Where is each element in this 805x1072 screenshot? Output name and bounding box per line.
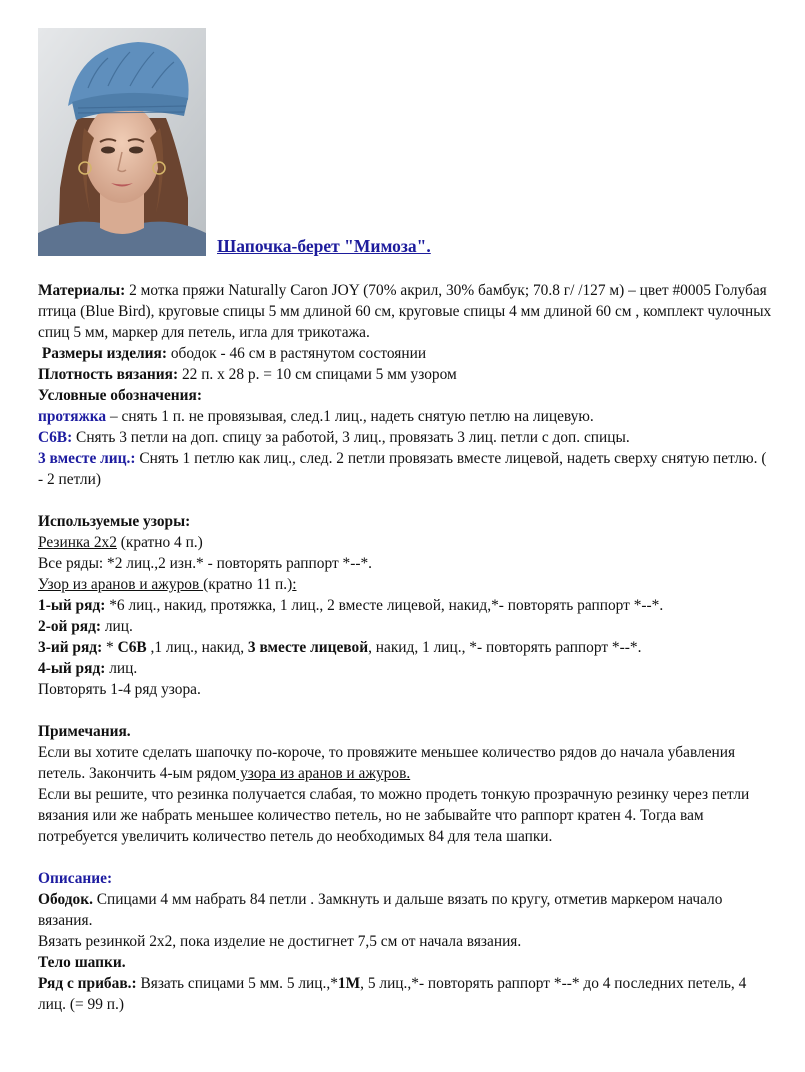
aran-pattern-line — [38, 574, 773, 595]
row-2 — [38, 616, 773, 637]
description-heading — [38, 868, 773, 889]
row-4-text: лиц. — [105, 660, 138, 677]
row-2-text: лиц. — [101, 618, 133, 635]
row-1 — [38, 595, 773, 616]
notes-paragraph-1 — [38, 742, 773, 784]
row-4 — [38, 658, 773, 679]
notes-heading — [38, 721, 773, 742]
row-3 — [38, 637, 773, 658]
row-3-cable: С6В — [117, 639, 147, 656]
patterns-heading — [38, 511, 773, 532]
sizes-label: Размеры изделия: — [41, 345, 168, 362]
legend-text: Снять 3 петли на доп. спицу за работой, 3 лиц., провязать 3 лиц. петли с доп. спицы. — [72, 429, 630, 446]
increase-row-m1: 1М — [337, 975, 361, 992]
row-1-label: 1-ый ряд: — [38, 597, 106, 614]
description-heading-text: Описание: — [38, 870, 113, 887]
band-text: Спицами 4 мм набрать 84 петли . Замкнуть и дальше вязать по кругу, отметив маркером начало вязания. — [38, 891, 723, 929]
legend-item — [38, 448, 773, 490]
aran-pattern-name: Узор из аранов и ажуров — [38, 576, 204, 593]
band-label: Ободок. — [38, 891, 93, 908]
gauge-label: Плотность вязания: — [38, 366, 179, 383]
legend-item — [38, 427, 773, 448]
rib-pattern-line — [38, 532, 773, 553]
row-3-text-a: * — [102, 639, 118, 656]
legend-heading — [38, 385, 773, 406]
gauge-paragraph — [38, 364, 773, 385]
materials-label: Материалы: — [38, 282, 126, 299]
body-heading-text: Тело шапки. — [38, 954, 126, 971]
sizes-paragraph — [38, 343, 773, 364]
model-photo — [38, 28, 206, 256]
row-3-k3tog: 3 вместе лицевой — [247, 639, 369, 656]
page-title: Шапочка-берет "Мимоза". — [217, 236, 431, 256]
rib-rows: Все ряды: *2 лиц.,2 изн.* - повторять раппорт *--*. — [38, 555, 373, 572]
materials-paragraph — [38, 280, 773, 343]
sizes-text: ободок - 46 см в растянутом состоянии — [167, 345, 427, 362]
row-3-text-c: ,1 лиц., накид, — [146, 639, 248, 656]
increase-row-label: Ряд с прибав.: — [38, 975, 137, 992]
patterns-heading-text: Используемые узоры: — [38, 513, 191, 530]
materials-text: 2 мотка пряжи Naturally Caron JOY (70% акрил, 30% бамбук; 70.8 г/ /127 м) – цвет #0005 Голубая птица (Blue Bird), круговые спицы 5 мм длиной 60 см, круговые спицы 4 мм длиной 60 см , комплект чулочных спиц 5 мм, маркер для петель, игла для трикотажа. — [38, 282, 772, 341]
rib-pattern-multiple: (кратно 4 п.) — [116, 534, 203, 551]
increase-row-text-a: Вязать спицами 5 мм. 5 лиц.,* — [136, 975, 338, 992]
aran-pattern-colon: : — [292, 576, 297, 593]
aran-pattern-multiple: (кратно 11 п.) — [203, 576, 293, 593]
notes-heading-text: Примечания. — [38, 723, 131, 740]
row-1-text: *6 лиц., накид, протяжка, 1 лиц., 2 вместе лицевой, накид,*- повторять раппорт *--*. — [105, 597, 664, 614]
legend-item — [38, 406, 773, 427]
row-2-label: 2-ой ряд: — [38, 618, 102, 635]
repeat-line: Повторять 1-4 ряд узора. — [38, 681, 201, 698]
band-paragraph — [38, 889, 773, 931]
body-heading — [38, 952, 773, 973]
increase-row-text-c: , 5 лиц.,*- повторять раппорт *--* до 4 последних петель, 4 лиц. (= 99 п.) — [38, 975, 747, 1013]
legend-term: 3 вместе лиц.: — [38, 450, 136, 467]
row-3-text-e: , накид, 1 лиц., *- повторять раппорт *--*. — [368, 639, 642, 656]
legend-term: С6В: — [38, 429, 73, 446]
document-body — [38, 280, 773, 1015]
gauge-text: 22 п. х 28 р. = 10 см спицами 5 мм узором — [178, 366, 457, 383]
rib-pattern-name: Резинка 2х2 — [38, 534, 117, 551]
row-3-label: 3-ий ряд: — [38, 639, 103, 656]
legend-heading-text: Условные обозначения: — [38, 387, 202, 404]
legend-term: протяжка — [38, 408, 107, 425]
increase-row — [38, 973, 773, 1015]
legend-text: – снять 1 п. не провязывая, след.1 лиц., надеть снятую петлю на лицевую. — [106, 408, 594, 425]
notes-p1-text: Если вы хотите сделать шапочку по-короче, то провяжите меньшее количество рядов до начала убавления петель. Закончить 4-ым рядом — [38, 744, 736, 782]
legend-text: Снять 1 петлю как лиц., след. 2 петли провязать вместе лицевой, надеть сверху снятую петлю. ( - 2 петли) — [38, 450, 767, 488]
hat-model-image — [38, 28, 206, 256]
band-paragraph-2: Вязать резинкой 2х2, пока изделие не достигнет 7,5 см от начала вязания. — [38, 933, 522, 950]
notes-p1-underlined: узора из аранов и ажуров. — [236, 765, 411, 782]
notes-paragraph-2: Если вы решите, что резинка получается слабая, то можно продеть тонкую прозрачную резинку через петли вязания или же набрать меньшее количество петель, но не забывайте что раппорт кратен 4. Тогда вам потребуется увеличить количество петель до необходимых 84 для тела шапки. — [38, 786, 750, 845]
row-4-label: 4-ый ряд: — [38, 660, 106, 677]
